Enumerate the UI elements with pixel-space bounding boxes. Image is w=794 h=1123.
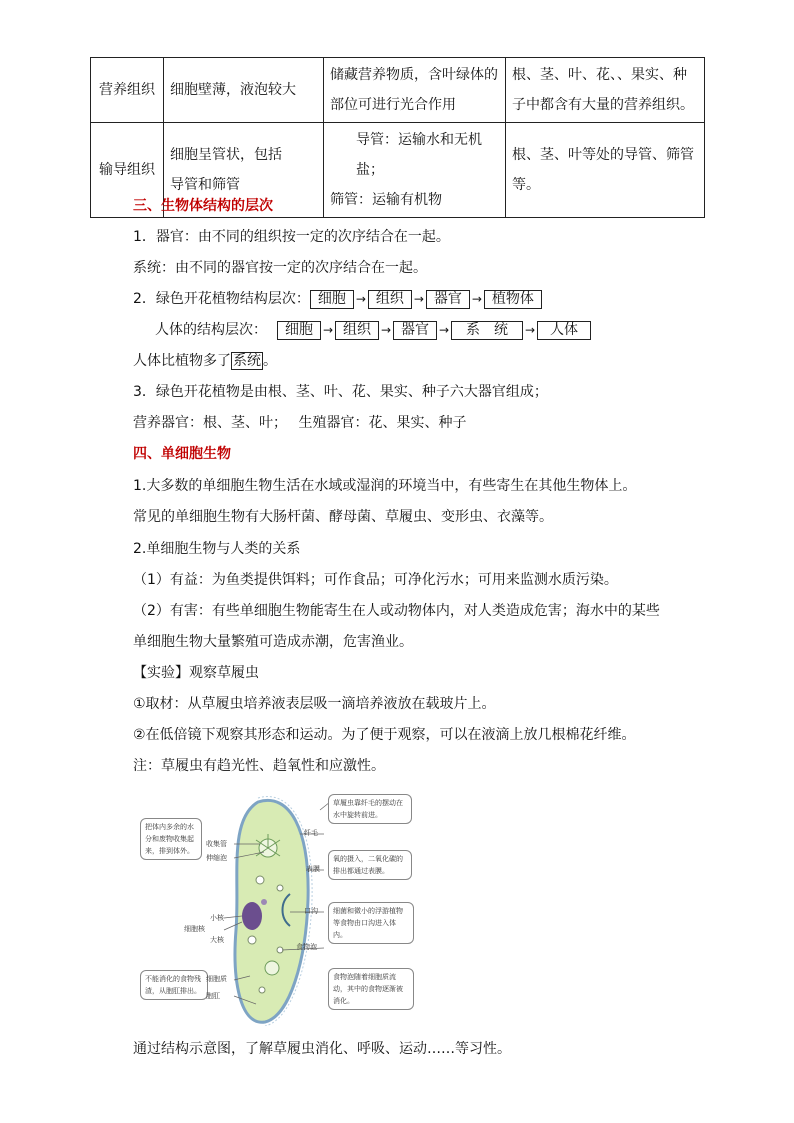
structure-line: 导管和筛管 xyxy=(170,177,240,193)
level-box: 植物体 xyxy=(484,290,542,309)
paragraph: ②在低倍镜下观察其形态和运动。为了便于观察，可以在液滴上放几根棉花纤维。 xyxy=(133,727,636,743)
location-line: 根、茎、叶、花、、果实、种 xyxy=(512,67,687,83)
location-line: 等。 xyxy=(512,177,540,193)
note-excretion: 把体内多余的水分和废物收集起来，排到体外。 xyxy=(140,818,202,860)
note-text: 注：草履虫有趋光性、趋氧性和应激性。 xyxy=(133,758,385,774)
structure-line: 细胞呈管状，包括 xyxy=(170,147,282,163)
organ-types: 营养器官：根、茎、叶； 生殖器官：花、果实、种子 xyxy=(133,415,467,431)
human-hierarchy-label: 人体的结构层次： xyxy=(155,322,267,338)
level-box: 人体 xyxy=(537,321,591,340)
label-nucleus: 细胞核 xyxy=(184,925,205,933)
function-line: 导管：运输水和无机盐； xyxy=(356,132,482,178)
arrow-right-icon: → xyxy=(471,292,482,306)
label-oral-groove: 口沟 xyxy=(304,907,318,915)
note-food-vacuole: 食物泡随着细胞质流动，其中的食物逐渐被消化。 xyxy=(328,968,414,1010)
tissue-location xyxy=(506,58,705,123)
paragraph: （1）有益：为鱼类提供饵料；可作食品；可净化污水；可用来监测水质污染。 xyxy=(133,572,618,588)
paragraph: 常见的单细胞生物有大肠杆菌、酵母菌、草履虫、变形虫、衣藻等。 xyxy=(133,509,553,525)
level-box: 细胞 xyxy=(310,290,354,309)
macronucleus xyxy=(242,902,262,930)
six-organs: 3．绿色开花植物是由根、茎、叶、花、果实、种子六大器官组成； xyxy=(133,384,548,400)
compare-text: 人体比植物多了 xyxy=(133,353,231,369)
section-heading: 三、生物体结构的层次 xyxy=(133,198,273,214)
paragraph: ①取材：从草履虫培养液表层吸一滴培养液放在载玻片上。 xyxy=(133,696,496,712)
arrow-right-icon: → xyxy=(524,323,536,337)
tissue-table xyxy=(90,57,705,218)
tissue-function xyxy=(324,58,506,123)
arrow-right-icon: → xyxy=(322,323,334,337)
label-cytoplasm: 细胞质 xyxy=(206,975,227,983)
label-micronucleus: 小核 xyxy=(210,914,224,922)
human-vs-plant xyxy=(133,350,277,370)
contractile-vacuole-bottom xyxy=(265,961,279,975)
location-line: 根、茎、叶等处的导管、筛管 xyxy=(512,147,694,163)
table-row xyxy=(91,58,705,123)
human-hierarchy xyxy=(155,319,591,340)
arrow-right-icon: → xyxy=(438,323,450,337)
plant-hierarchy xyxy=(133,288,542,309)
arrow-right-icon: → xyxy=(380,323,392,337)
level-box: 器官 xyxy=(426,290,470,309)
paramecium-diagram xyxy=(140,790,420,1026)
function-line: 储藏营养物质，含叶绿体的 xyxy=(330,67,498,83)
tissue-name: 输导组织 xyxy=(91,123,164,218)
arrow-right-icon: → xyxy=(413,292,424,306)
tissue-location xyxy=(506,123,705,218)
arrow-right-icon: → xyxy=(355,292,366,306)
section-heading: 四、单细胞生物 xyxy=(133,446,231,462)
label-anus: 胞肛 xyxy=(206,992,220,1000)
level-box: 组织 xyxy=(335,321,379,340)
tissue-structure: 细胞壁薄，液泡较大 xyxy=(164,58,324,123)
label-membrane: 表膜 xyxy=(306,865,320,873)
paragraph: 单细胞生物大量繁殖可造成赤潮，危害渔业。 xyxy=(133,634,413,650)
paragraph: 1.大多数的单细胞生物生活在水域或湿润的环境当中，有些寄生在其他生物体上。 xyxy=(133,478,637,494)
label-contractile-vacuole: 伸缩泡 xyxy=(206,854,227,862)
level-box: 细胞 xyxy=(277,321,321,340)
tissue-name: 营养组织 xyxy=(91,58,164,123)
conclusion: 通过结构示意图，了解草履虫消化、呼吸、运动……等习性。 xyxy=(133,1041,511,1057)
paragraph: 2.单细胞生物与人类的关系 xyxy=(133,541,301,557)
tissue-function xyxy=(324,123,506,218)
experiment-title: 【实验】观察草履虫 xyxy=(133,665,259,681)
location-line: 子中都含有大量的营养组织。 xyxy=(512,97,694,113)
level-box: 组织 xyxy=(368,290,412,309)
level-box: 器官 xyxy=(393,321,437,340)
note-oral-groove: 细菌和微小的浮游植物等食物由口沟进入体内。 xyxy=(328,902,414,944)
label-cilia: 纤毛 xyxy=(304,829,318,837)
function-line: 筛管：运输有机物 xyxy=(330,192,442,208)
level-box: 系 统 xyxy=(451,321,523,340)
note-membrane: 氧的摄入，二氧化碳的排出都通过表膜。 xyxy=(328,850,412,880)
system-definition: 系统：由不同的器官按一定的次序结合在一起。 xyxy=(133,260,427,276)
label-collecting-canal: 收集管 xyxy=(206,840,227,848)
highlight-box: 系统 xyxy=(233,353,261,369)
label-food-vacuole: 食物泡 xyxy=(296,943,317,951)
paragraph: （2）有害：有些单细胞生物能寄生在人或动物体内，对人类造成危害；海水中的某些 xyxy=(133,603,660,619)
organ-definition: 1．器官：由不同的组织按一定的次序结合在一起。 xyxy=(133,229,450,245)
note-cilia: 草履虫靠纤毛的摆动在水中旋转前进。 xyxy=(328,794,412,824)
function-line: 部位可进行光合作用 xyxy=(330,97,456,113)
note-anus: 不能消化的食物残渣，从胞肛排出。 xyxy=(140,970,208,1000)
plant-hierarchy-label: 2．绿色开花植物结构层次： xyxy=(133,291,310,307)
micronucleus xyxy=(261,899,267,905)
compare-suffix: 。 xyxy=(263,353,277,369)
label-macronucleus: 大核 xyxy=(210,936,224,944)
